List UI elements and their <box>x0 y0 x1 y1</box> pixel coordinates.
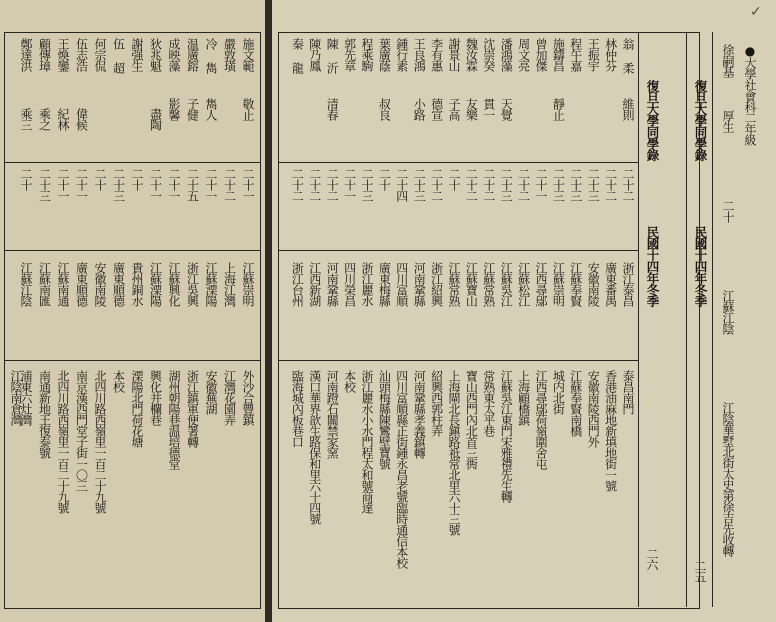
left-name: 鄭達洪 <box>19 38 33 71</box>
right-native: 浙江台州 <box>290 262 305 306</box>
right-native: 四川富順 <box>394 262 409 306</box>
right-entry-col <box>496 0 516 622</box>
third-topline: ●大學社會科二年級 <box>743 44 757 145</box>
right-age: 二十一 <box>534 168 548 201</box>
right-courtesy: 維則 <box>621 98 635 120</box>
left-entry-col <box>109 0 129 622</box>
left-entry-col <box>35 0 55 622</box>
third-native: 江蘇江陰 <box>721 290 735 334</box>
right-entry-col <box>392 0 412 622</box>
third-entry-col <box>718 0 738 622</box>
right-address: 漢口華界歆生路保和里六十四號 <box>307 370 322 524</box>
left-age: 二十一 <box>204 168 218 201</box>
right-name: 郭先章 <box>342 38 357 71</box>
right-name: 王良鴻 <box>412 38 427 71</box>
third-book-title: 復旦大學同學錄 <box>693 80 708 161</box>
right-courtesy: 子高 <box>447 98 461 120</box>
right-entry-col <box>548 0 568 622</box>
right-age: 二十三 <box>551 168 566 201</box>
left-age: 二十一 <box>148 168 163 201</box>
left-name: 何宗侃 <box>93 38 107 71</box>
right-name: 翁 柔 <box>621 38 635 73</box>
left-age: 二十一 <box>56 168 70 201</box>
left-native: 廣東順德 <box>111 262 126 306</box>
right-age: 二十三 <box>360 168 374 201</box>
left-name: 伍志浩 <box>74 38 89 71</box>
left-address: 安徽蕪湖 <box>204 370 218 414</box>
third-name: 徐嗣基 <box>721 44 735 77</box>
left-address: 興化井欄巷 <box>148 370 163 425</box>
third-header-col <box>690 0 710 622</box>
right-entry-col <box>357 0 377 622</box>
left-native: 江蘇崇明 <box>241 262 255 306</box>
right-name: 陳乃鳳 <box>307 38 322 71</box>
right-age: 二十二 <box>325 168 340 201</box>
right-address: 河南鞏縣孝義鎮轉 <box>412 370 427 458</box>
right-native: 江蘇寶山 <box>464 262 479 306</box>
left-page <box>0 0 265 622</box>
left-address: 浙江鎮軍便署轉 <box>185 370 200 447</box>
left-address: 北四川路西嶺里一百二十九號 <box>93 370 107 513</box>
left-age: 二十 <box>130 168 144 190</box>
right-courtesy: 天覺 <box>499 98 514 120</box>
right-native: 浙江麗水 <box>360 262 374 306</box>
left-native: 貴州銅水 <box>130 262 144 306</box>
left-native: 上海江灣 <box>222 262 237 306</box>
left-entry-col <box>183 0 203 622</box>
right-entry-col <box>444 0 464 622</box>
right-entry-col <box>322 0 342 622</box>
right-entry-col <box>409 0 429 622</box>
left-name: 施文範 <box>241 38 255 71</box>
left-courtesy: 影馨 <box>167 98 181 120</box>
right-header-col <box>642 0 662 622</box>
right-name: 王振宇 <box>586 38 601 71</box>
left-name: 謝强生 <box>130 38 144 71</box>
left-address: 江灣花園弄 <box>222 370 237 425</box>
right-native: 江蘇奉賢 <box>568 262 583 306</box>
right-native: 安徽南陵 <box>586 262 601 306</box>
right-name: 周文亮 <box>516 38 531 71</box>
right-native: 浙江紹興 <box>429 262 444 306</box>
left-name: 王煥鑾 <box>56 38 70 71</box>
left-extra-courtesy: 紀林 <box>56 108 70 130</box>
right-courtesy: 清春 <box>325 98 340 120</box>
left-extra-courtesy: 乘之 <box>37 108 52 130</box>
left-address: 溧陽北門荷花塘 <box>130 370 144 447</box>
left-native: 江蘇南匯 <box>37 262 52 306</box>
third-rule <box>712 32 713 607</box>
right-native: 河南鞏縣 <box>325 262 340 306</box>
right-native: 河南鞏縣 <box>412 262 427 306</box>
right-address: 河南蹬石關禁家窯 <box>325 370 340 458</box>
right-entry-col <box>566 0 586 622</box>
right-name: 秦 龍 <box>290 38 305 73</box>
right-entry-col <box>601 0 621 622</box>
left-name: 冷 雋 <box>204 38 218 73</box>
left-entry-col <box>164 0 184 622</box>
right-name: 潘鴻藻 <box>499 38 514 71</box>
right-age: 二十二 <box>290 168 305 201</box>
right-age: 二十二 <box>621 168 635 201</box>
right-entry-col <box>287 0 307 622</box>
right-courtesy: 德宣 <box>429 98 444 120</box>
left-name: 嚴敦璜 <box>222 38 237 71</box>
left-courtesy: 敬止 <box>241 98 255 120</box>
right-name: 葉廣蔭 <box>377 38 392 71</box>
right-entry-col <box>583 0 603 622</box>
left-age: 二十一 <box>241 168 255 201</box>
right-native: 江蘇吳江 <box>499 262 514 306</box>
third-book-season: 民國十四年冬季 <box>693 226 708 307</box>
right-courtesy: 貫一 <box>481 98 496 120</box>
right-address: 寶山西門內北首三衖 <box>464 370 479 469</box>
right-name: 沈崇癸 <box>481 38 496 71</box>
third-topline-col <box>740 0 760 622</box>
right-courtesy: 叔良 <box>377 98 392 120</box>
right-entry-col <box>531 0 551 622</box>
right-native: 廣東梅縣 <box>377 262 392 306</box>
right-name: 魏汝霖 <box>464 38 479 71</box>
left-native: 江蘇興化 <box>167 262 181 306</box>
left-address: 北四川路西嶺里一百二十九號 <box>56 370 70 513</box>
left-entry-col <box>72 0 92 622</box>
right-courtesy: 友樂 <box>464 98 479 120</box>
right-courtesy: 小路 <box>412 98 427 120</box>
right-entry-col <box>461 0 481 622</box>
pencil-check-mark: ✓ <box>750 4 762 20</box>
right-name: 林仲芬 <box>603 38 618 71</box>
left-extra-courtesy: 盡陶 <box>148 108 163 130</box>
left-entry-col <box>16 0 36 622</box>
right-page <box>272 0 776 622</box>
right-age: 二十二 <box>429 168 444 201</box>
right-address: 安徽南陵西門外 <box>586 370 601 447</box>
left-address: 外沙合豐鎮 <box>241 370 255 425</box>
right-age: 二十二 <box>516 168 531 201</box>
right-native: 江蘇松江 <box>516 262 531 306</box>
right-native: 江蘇常熟 <box>481 262 496 306</box>
right-age: 二十 <box>377 168 392 190</box>
right-header-rule <box>638 32 639 607</box>
right-address: 浙江麗水小水門程太和號商達 <box>360 370 374 513</box>
right-age: 二十三 <box>412 168 427 201</box>
right-age: 二十四 <box>394 168 409 201</box>
page-number: 二六 <box>645 548 659 570</box>
left-entry-col <box>238 0 258 622</box>
left-entry-col <box>146 0 166 622</box>
left-native: 江蘇江陰 <box>19 262 33 306</box>
right-age: 二十三 <box>568 168 583 201</box>
left-entry-col <box>127 0 147 622</box>
right-name: 程午嘉 <box>568 38 583 71</box>
right-courtesy: 靜止 <box>551 98 566 120</box>
left-age: 二十一 <box>74 168 89 201</box>
left-native: 安徽南陵 <box>93 262 107 306</box>
right-entry-col <box>427 0 447 622</box>
right-native: 江蘇常熟 <box>447 262 461 306</box>
right-address: 城内北街 <box>551 370 566 414</box>
left-address: 南京漢西門堂子街一〇三 <box>74 370 89 491</box>
right-age: 二十一 <box>342 168 357 201</box>
left-address: 本校 <box>111 370 126 392</box>
right-address: 本校 <box>342 370 357 392</box>
left-native: 廣東順德 <box>74 262 89 306</box>
right-entry-col <box>514 0 534 622</box>
right-entry-col <box>305 0 325 622</box>
left-name: 成映藻 <box>167 38 181 71</box>
right-name: 施鑄昌 <box>551 38 566 71</box>
book-title: 復旦大學同學錄 <box>645 80 660 161</box>
right-entry-col <box>374 0 394 622</box>
left-entry-col <box>220 0 240 622</box>
left-name: 温廣鎔 <box>185 38 200 71</box>
left-extra-courtesy: 偉候 <box>74 108 89 130</box>
right-address: 江蘇奉賢南橋 <box>568 370 583 436</box>
right-native: 廣東番禺 <box>603 262 618 306</box>
right-address: 香港油麻地新填地街一號 <box>603 370 618 491</box>
book-gutter <box>265 0 272 622</box>
right-native: 江西尋鄔 <box>534 262 548 306</box>
left-age: 二十 <box>93 168 107 190</box>
left-age: 二十二 <box>222 168 237 201</box>
right-name: 李有惠 <box>429 38 444 71</box>
left-address: 湖州朝陽巷温培德堂 <box>167 370 181 469</box>
left-name: 狄兆魁 <box>148 38 163 71</box>
left-name: 伍 超 <box>111 38 126 73</box>
third-address: 江陰華墅北街太史第徐吉先收轉 <box>721 402 735 556</box>
right-age: 二十二 <box>603 168 618 201</box>
left-entry-col <box>201 0 221 622</box>
third-courtesy: 厚生 <box>721 110 735 132</box>
third-page-number: 二五 <box>693 560 707 582</box>
left-entry-col <box>90 0 110 622</box>
right-name: 曾加傑 <box>534 38 548 71</box>
right-age: 二十三 <box>586 168 601 201</box>
right-entry-col <box>340 0 360 622</box>
left-address: 南通新地王復泰號 <box>37 370 52 458</box>
left-age: 二十三 <box>37 168 52 201</box>
left-native: 浙江吳興 <box>185 262 200 306</box>
left-native: 江蘇溧陽 <box>148 262 163 306</box>
book-season: 民國十四年冬季 <box>645 226 660 307</box>
right-name: 程乘駒 <box>360 38 374 71</box>
right-age: 二十 <box>447 168 461 190</box>
right-age: 二十二 <box>481 168 496 201</box>
right-address: 汕頭梅縣陳鸞壁寶號 <box>377 370 392 469</box>
left-courtesy: 子健 <box>185 98 200 120</box>
left-age: 二十三 <box>111 168 126 201</box>
right-native: 浙江泰昌 <box>621 262 635 306</box>
left-age: 二十 <box>19 168 33 190</box>
right-address: 泰昌南門 <box>621 370 635 414</box>
left-native: 江蘇溧陽 <box>204 262 218 306</box>
left-extra-courtesy: 乘三 <box>19 108 33 130</box>
right-age: 二十三 <box>499 168 514 201</box>
left-age: 二十一 <box>167 168 181 201</box>
right-address: 臨海城內板巷口 <box>290 370 305 447</box>
right-name: 鍾行素 <box>394 38 409 71</box>
right-address: 常熟東太平巷 <box>481 370 496 436</box>
right-address: 上海顧橋鎮 <box>516 370 531 425</box>
right-age: 二十二 <box>307 168 322 201</box>
right-entry-col <box>618 0 638 622</box>
left-courtesy: 雋人 <box>204 98 218 120</box>
left-age: 二十五 <box>185 168 200 201</box>
left-native: 江蘇南通 <box>56 262 70 306</box>
right-age: 二十二 <box>464 168 479 201</box>
left-name: 顧傳璋 <box>37 38 52 71</box>
right-address: 四川富順縣正街鍾永昌老號臨時通信本校 <box>394 370 409 568</box>
third-age: 二十 <box>721 200 735 222</box>
left-entry-col <box>53 0 73 622</box>
left-last-address: 江陰南倉灣 <box>9 370 23 425</box>
right-native: 四川榮昌 <box>342 262 357 306</box>
right-name: 謝景山 <box>447 38 461 71</box>
right-name: 陳 沂 <box>325 38 340 73</box>
right-address: 江西尋鄔荷嶺圍舍屯 <box>534 370 548 469</box>
third-page-divider <box>686 32 687 607</box>
right-address: 紹興西郭柱弄 <box>429 370 444 436</box>
left-address: 浦東六灶灣 <box>19 370 33 425</box>
right-native: 江蘇崇明 <box>551 262 566 306</box>
right-native: 江西新湖 <box>307 262 322 306</box>
right-entry-col <box>479 0 499 622</box>
right-address: 上海閘北長鎭路祗常北里六十三號 <box>447 370 461 535</box>
right-address: 江蘇吳江東門宋雅禮先生轉 <box>499 370 514 502</box>
